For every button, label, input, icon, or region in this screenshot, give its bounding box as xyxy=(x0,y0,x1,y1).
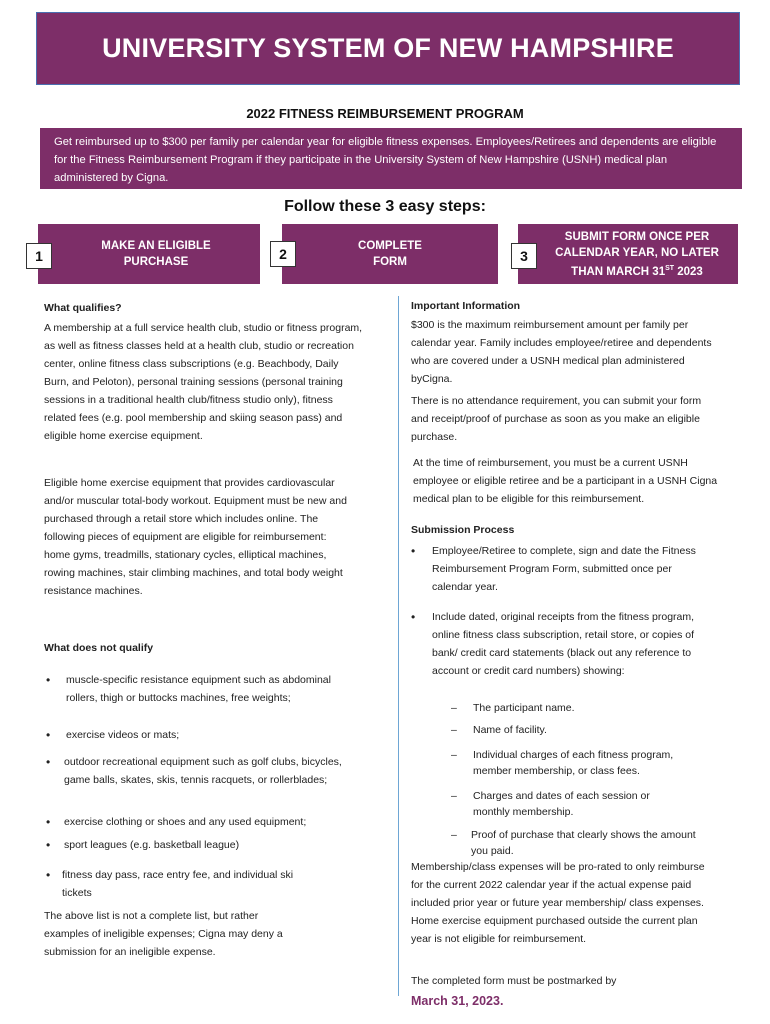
not-item-4 xyxy=(46,813,356,831)
step-2-line1: COMPLETE xyxy=(358,240,422,252)
qualifies-paragraph-1: A membership at a full service health club, studio or fitness program, as well as fitness classes held at a health club, studio or recreation center, online fitness class subscriptions (e.g. Beachbody, Daily Burn, and Peloton), personal training sessions (personal training sessions in a traditional health club/fitness studio only), fitness related fees (e.g. pool membership and skiing season pass) and eligible home exercise equipment. xyxy=(44,322,363,442)
dash-item-4-text: Charges and dates of each session or monthly membership. xyxy=(473,790,650,818)
step-2-box xyxy=(282,224,498,284)
step-1-line2: PURCHASE xyxy=(123,256,189,268)
column-divider xyxy=(398,296,399,996)
qualifies-paragraph-2: Eligible home exercise equipment that provides cardiovascular and/or muscular total-body workout. Equipment must be new and purchased through a retail store which includes online. The following pieces of equipment are eligible for reimbursement: home gyms, treadmills, stationary cycles, elliptical machines, rowing machines, stair climbing machines, and total body weight resistance machines. xyxy=(44,477,347,597)
dash-item-3 xyxy=(451,747,711,779)
bullet-icon: • xyxy=(411,610,416,624)
header-banner xyxy=(36,12,740,85)
not-item-1-text: muscle-specific resistance equipment such as abdominal rollers, thigh or buttocks machines, free weights; xyxy=(66,674,331,704)
dash-icon: – xyxy=(451,829,457,841)
not-item-3-text: outdoor recreational equipment such as golf clubs, bicycles, game balls, skates, skis, tennis racquets, or rollerblades; xyxy=(64,756,342,786)
bullet-icon: • xyxy=(46,728,51,742)
submission-bullet-1-text: Employee/Retiree to complete, sign and date the Fitness Reimbursement Program Form, submitted once per calendar year. xyxy=(432,545,696,593)
dash-item-3-text: Individual charges of each fitness program, member membership, or class fees. xyxy=(473,749,674,777)
not-item-2 xyxy=(46,726,346,744)
important-paragraph-2: There is no attendance requirement, you can submit your form and receipt/proof of purchase as soon as you make an eligible purchase. xyxy=(411,395,702,443)
not-item-1 xyxy=(46,671,346,707)
disclaimer: The above list is not a complete list, but rather examples of ineligible expenses; Cigna may deny a submission for an ineligible expense. xyxy=(44,910,283,958)
important-heading: Important Information xyxy=(411,300,521,312)
step-3-line2: CALENDAR YEAR, NO LATER xyxy=(555,246,719,259)
steps-heading: Follow these 3 easy steps: xyxy=(284,198,486,215)
page-title: UNIVERSITY SYSTEM OF NEW HAMPSHIRE xyxy=(102,33,674,63)
dash-item-4 xyxy=(451,788,681,820)
step-3-number: 3 xyxy=(511,243,537,269)
dash-item-5 xyxy=(451,827,701,859)
dash-item-1-text: The participant name. xyxy=(473,702,575,714)
not-item-5-text: sport leagues (e.g. basketball league) xyxy=(64,839,240,851)
step-1-line1: MAKE AN ELIGIBLE xyxy=(101,240,211,252)
step-3-line1: SUBMIT FORM ONCE PER xyxy=(564,230,710,243)
prorate-paragraph: Membership/class expenses will be pro-rated to only reimburse for the current 2022 calendar year if the actual expense paid included prior year or future year membership/ class expenses. Home exercise equipment purchased outside the current plan year is not eligible for reimbursement. xyxy=(411,861,705,945)
deadline-date: March 31, 2023. xyxy=(411,994,504,1008)
dash-item-5-text: Proof of purchase that clearly shows the amount you paid. xyxy=(471,829,696,857)
bullet-icon: • xyxy=(46,815,51,829)
dash-icon: – xyxy=(451,702,457,714)
qualifies-heading: What qualifies? xyxy=(44,302,122,314)
step-1-box xyxy=(38,224,260,284)
not-item-6 xyxy=(46,866,316,902)
bullet-icon: • xyxy=(46,673,51,687)
step-3-sup: ST xyxy=(665,264,675,272)
dash-icon: – xyxy=(451,749,457,761)
not-item-6-text: fitness day pass, race entry fee, and individual ski tickets xyxy=(62,869,294,899)
bullet-icon: • xyxy=(411,544,416,558)
dash-item-2-text: Name of facility. xyxy=(473,724,547,736)
bullet-icon: • xyxy=(46,838,51,852)
step-3-box xyxy=(518,224,738,284)
postmark-text: The completed form must be postmarked by xyxy=(411,975,617,987)
important-paragraph-1: $300 is the maximum reimbursement amount per family per calendar year. Family includes employee/retiree and dependents who are covered under a USNH medical plan administered byCigna. xyxy=(411,319,712,385)
intro-box: Get reimbursed up to $300 per family per calendar year for eligible fitness expenses. Employees/Retirees and dependents are eligible for the Fitness Reimbursement Program if they participate in the University System of New Hampshire (USNH) medical plan administered by Cigna. xyxy=(40,128,742,189)
program-title: 2022 FITNESS REIMBURSEMENT PROGRAM xyxy=(246,106,524,121)
dash-icon: – xyxy=(451,724,457,736)
step-1-number: 1 xyxy=(26,243,52,269)
submission-bullet-2-text: Include dated, original receipts from the fitness program, online fitness class subscription, retail store, or copies of bank/ credit card statements (black out any reference to account or credit card numbers) showing: xyxy=(432,611,695,677)
step-2-line2: FORM xyxy=(373,256,407,268)
submission-bullet-2 xyxy=(411,608,701,680)
not-item-4-text: exercise clothing or shoes and any used equipment; xyxy=(64,816,307,828)
dash-item-1 xyxy=(451,700,701,716)
step-3-line3-text: THAN MARCH 31 xyxy=(571,265,666,278)
important-paragraph-3: At the time of reimbursement, you must be a current USNH employee or eligible retiree and be a participant in a USNH Cigna medical plan to be eligible for this reimbursement. xyxy=(413,457,718,505)
bullet-icon: • xyxy=(46,755,51,769)
dash-item-2 xyxy=(451,722,701,738)
not-item-5 xyxy=(46,836,346,854)
dash-icon: – xyxy=(451,790,457,802)
submission-bullet-1 xyxy=(411,542,711,596)
step-2-number: 2 xyxy=(270,241,296,267)
step-3-line3-end: 2023 xyxy=(674,265,703,278)
bullet-icon: • xyxy=(46,868,51,882)
step-3-line3 xyxy=(555,261,719,280)
submission-heading: Submission Process xyxy=(411,524,515,536)
not-item-3 xyxy=(46,753,346,789)
not-qualify-heading: What does not qualify xyxy=(44,642,154,654)
not-item-2-text: exercise videos or mats; xyxy=(66,729,180,741)
